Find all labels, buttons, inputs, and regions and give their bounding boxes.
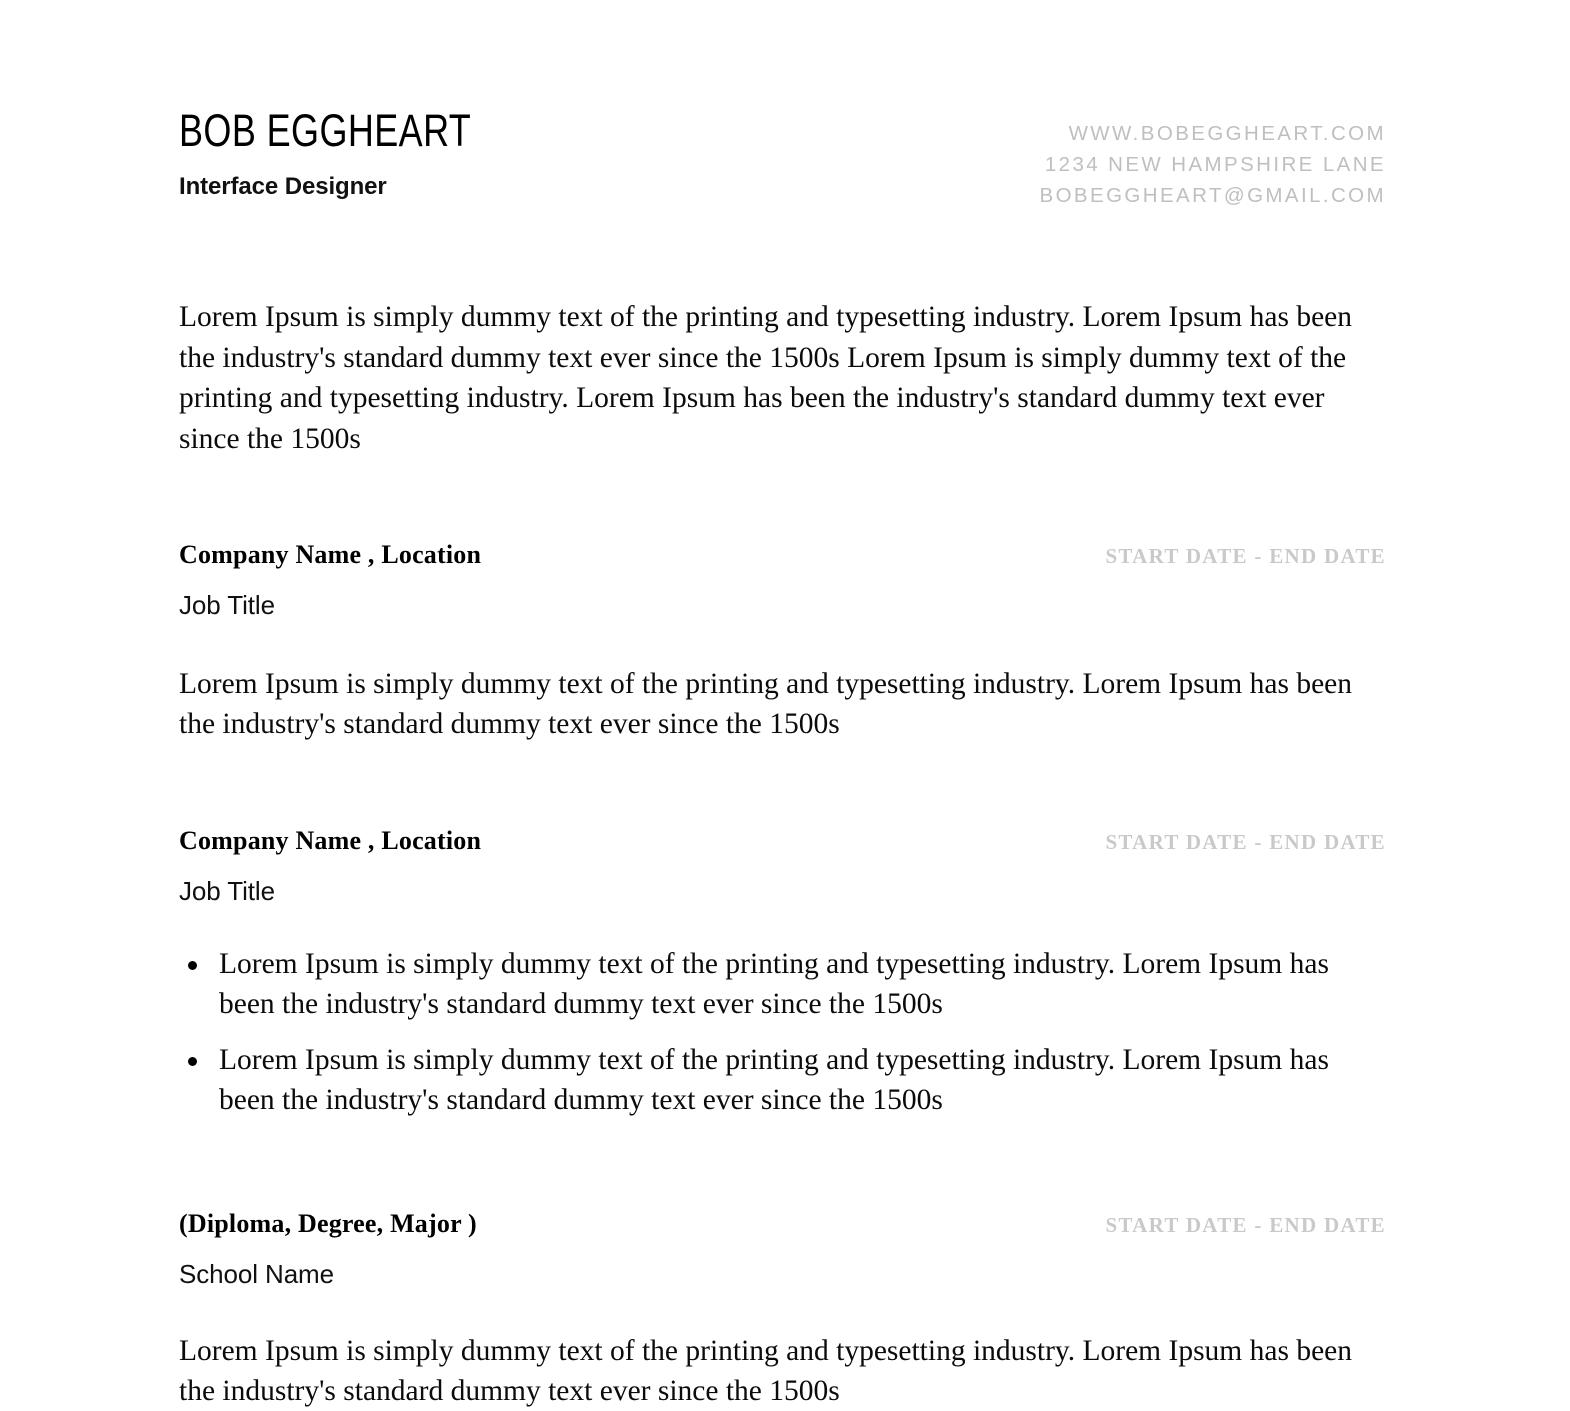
page-title: BOB EGGHEART bbox=[179, 108, 471, 153]
company-name-location: Company Name , Location bbox=[179, 825, 481, 856]
entry-description: Lorem Ipsum is simply dummy text of the printing and typesetting industry. Lorem Ipsum has been the industry's standard dummy text ever since the 1500s bbox=[179, 664, 1386, 745]
summary-text: Lorem Ipsum is simply dummy text of the printing and typesetting industry. Lorem Ipsum has been the industry's standard dummy text ever since the 1500s Lorem Ipsum is simply dummy text of the printing and typesetting industry. Lorem Ipsum has been the industry's standard dummy text ever since the 1500s bbox=[179, 297, 1386, 459]
identity-block bbox=[179, 108, 544, 200]
contact-block bbox=[1040, 108, 1387, 211]
job-title: Job Title bbox=[179, 877, 1386, 906]
entry-date-range: START DATE - END DATE bbox=[1105, 1213, 1386, 1238]
education-entry bbox=[179, 1208, 1386, 1411]
company-name-location: Company Name , Location bbox=[179, 539, 481, 570]
job-title: Job Title bbox=[179, 591, 1386, 620]
school-name: School Name bbox=[179, 1260, 1386, 1289]
achievement-list bbox=[179, 945, 1386, 1120]
education-description: Lorem Ipsum is simply dummy text of the printing and typesetting industry. Lorem Ipsum has been the industry's standard dummy text ever since the 1500s bbox=[179, 1331, 1386, 1411]
resume-header bbox=[179, 0, 1386, 211]
degree-name: (Diploma, Degree, Major ) bbox=[179, 1208, 477, 1239]
contact-website[interactable]: WWW.BOBEGGHEART.COM bbox=[1040, 118, 1387, 149]
entry-date-range: START DATE - END DATE bbox=[1105, 544, 1386, 569]
list-item: Lorem Ipsum is simply dummy text of the printing and typesetting industry. Lorem Ipsum has been the industry's standard dummy text ever since the 1500s bbox=[179, 1041, 1386, 1121]
list-item: Lorem Ipsum is simply dummy text of the printing and typesetting industry. Lorem Ipsum has been the industry's standard dummy text ever since the 1500s bbox=[179, 945, 1386, 1025]
experience-entry-1 bbox=[179, 539, 1386, 745]
entry-header bbox=[179, 1208, 1386, 1239]
contact-email[interactable]: BOBEGGHEART@GMAIL.COM bbox=[1040, 180, 1387, 211]
experience-entry-2 bbox=[179, 825, 1386, 1121]
contact-address: 1234 NEW HAMPSHIRE LANE bbox=[1040, 149, 1387, 180]
entry-header bbox=[179, 825, 1386, 856]
summary-section bbox=[179, 297, 1386, 459]
entry-date-range: START DATE - END DATE bbox=[1105, 830, 1386, 855]
entry-header bbox=[179, 539, 1386, 570]
professional-role: Interface Designer bbox=[179, 174, 544, 200]
